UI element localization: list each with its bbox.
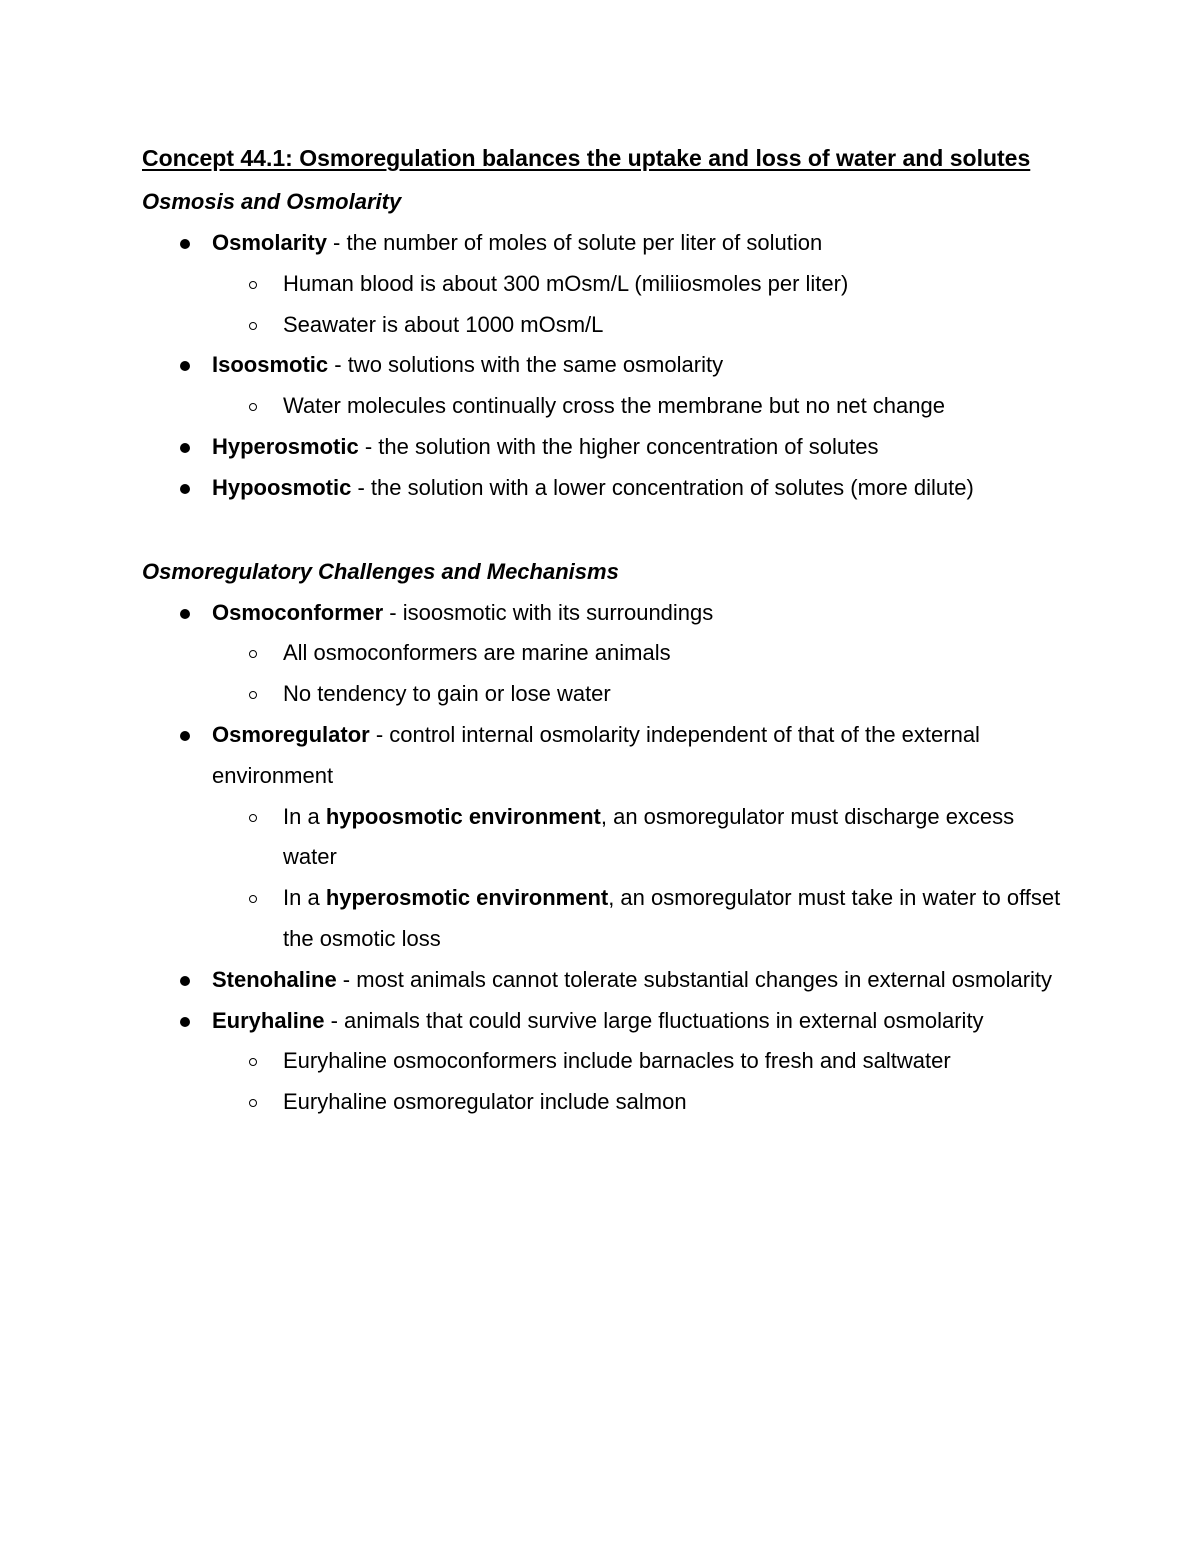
hollow-bullet-icon: [249, 322, 257, 330]
filled-bullet-icon: [180, 484, 190, 494]
filled-bullet-icon: [180, 976, 190, 986]
sub-item-text: Euryhaline osmoconformers include barnacles to fresh and saltwater: [283, 1048, 951, 1074]
filled-bullet-icon: [180, 609, 190, 619]
filled-bullet-icon: [180, 239, 190, 249]
sub-list-item: [212, 633, 1062, 674]
sub-list-item: [212, 797, 1062, 879]
list-item: [142, 1001, 1062, 1123]
section-heading: Osmoregulatory Challenges and Mechanisms: [142, 558, 619, 584]
sub-item-suffix: , an osmoregulator must take in water to offset the osmotic loss: [283, 885, 1061, 951]
definition: - most animals cannot tolerate substantial changes in external osmolarity: [336, 966, 1053, 992]
sub-item-prefix: In a: [283, 885, 326, 911]
list-item: [142, 345, 1062, 427]
sub-list-item: [212, 264, 1062, 305]
definition: - the number of moles of solute per liter of solution: [326, 230, 823, 255]
definition: - two solutions with the same osmolarity: [328, 352, 724, 378]
hollow-bullet-icon: [249, 403, 257, 411]
term: Stenohaline: [212, 966, 337, 992]
term: Hypoosmotic: [212, 474, 352, 500]
blank-line: [142, 509, 1062, 550]
definition: - isoosmotic with its surroundings: [383, 599, 714, 625]
list-item: [142, 223, 1062, 345]
sub-item-text: All osmoconformers are marine animals: [283, 640, 671, 666]
sub-list-item: [212, 305, 1062, 346]
sub-list: [212, 264, 1062, 346]
hollow-bullet-icon: [249, 814, 257, 822]
hollow-bullet-icon: [249, 691, 257, 699]
sub-list: [212, 386, 1062, 427]
list-item: [142, 960, 1062, 1001]
term: Euryhaline: [212, 1007, 325, 1033]
list-item: [142, 427, 1062, 468]
term: Isoosmotic: [212, 352, 329, 378]
sub-item-prefix: In a: [283, 803, 326, 829]
page-title: Concept 44.1: Osmoregulation balances the uptake and loss of water and solutes: [142, 145, 1031, 171]
term: Osmolarity: [212, 230, 327, 255]
definition: - control internal osmolarity independent of that of the external environment: [212, 721, 980, 788]
sub-list-item: [212, 1082, 1062, 1123]
sub-item-suffix: , an osmoregulator must discharge excess water: [283, 803, 1015, 870]
list-item: [142, 468, 1062, 509]
bullet-list: [142, 223, 1062, 509]
sub-item-text: Seawater is about 1000 mOsm/L: [283, 311, 604, 337]
term: Osmoconformer: [212, 599, 384, 625]
sub-item-text: Euryhaline osmoregulator include salmon: [283, 1089, 687, 1115]
hollow-bullet-icon: [249, 281, 257, 289]
definition: - the solution with the higher concentration of solutes: [358, 433, 879, 459]
sub-list: [212, 797, 1062, 960]
sub-item-bold: hyperosmotic environment: [325, 885, 609, 911]
definition: - the solution with a lower concentration of solutes (more dilute): [351, 474, 974, 500]
hollow-bullet-icon: [249, 650, 257, 658]
sub-list: [212, 633, 1062, 715]
sub-item-text: Human blood is about 300 mOsm/L (miliiosmoles per liter): [283, 270, 849, 296]
list-item: [142, 593, 1062, 715]
document-body: [142, 136, 1062, 1123]
term: Osmoregulator: [212, 721, 370, 747]
filled-bullet-icon: [180, 1017, 190, 1027]
sub-item-text: Water molecules continually cross the membrane but no net change: [283, 393, 945, 419]
term: Hyperosmotic: [212, 433, 359, 459]
hollow-bullet-icon: [249, 1099, 257, 1107]
sub-list-item: [212, 674, 1062, 715]
sub-item-text: No tendency to gain or lose water: [283, 681, 611, 707]
sub-item-bold: hypoosmotic environment: [325, 803, 601, 829]
sub-list-item: [212, 386, 1062, 427]
sub-list-item: [212, 1041, 1062, 1082]
sub-list: [212, 1041, 1062, 1123]
list-item: [142, 715, 1062, 960]
definition: - animals that could survive large fluctuations in external osmolarity: [324, 1007, 984, 1033]
filled-bullet-icon: [180, 361, 190, 371]
hollow-bullet-icon: [249, 895, 257, 903]
hollow-bullet-icon: [249, 1058, 257, 1066]
filled-bullet-icon: [180, 731, 190, 741]
bullet-list: [142, 593, 1062, 1123]
section-heading: Osmosis and Osmolarity: [142, 189, 402, 214]
filled-bullet-icon: [180, 443, 190, 453]
sub-list-item: [212, 878, 1062, 960]
